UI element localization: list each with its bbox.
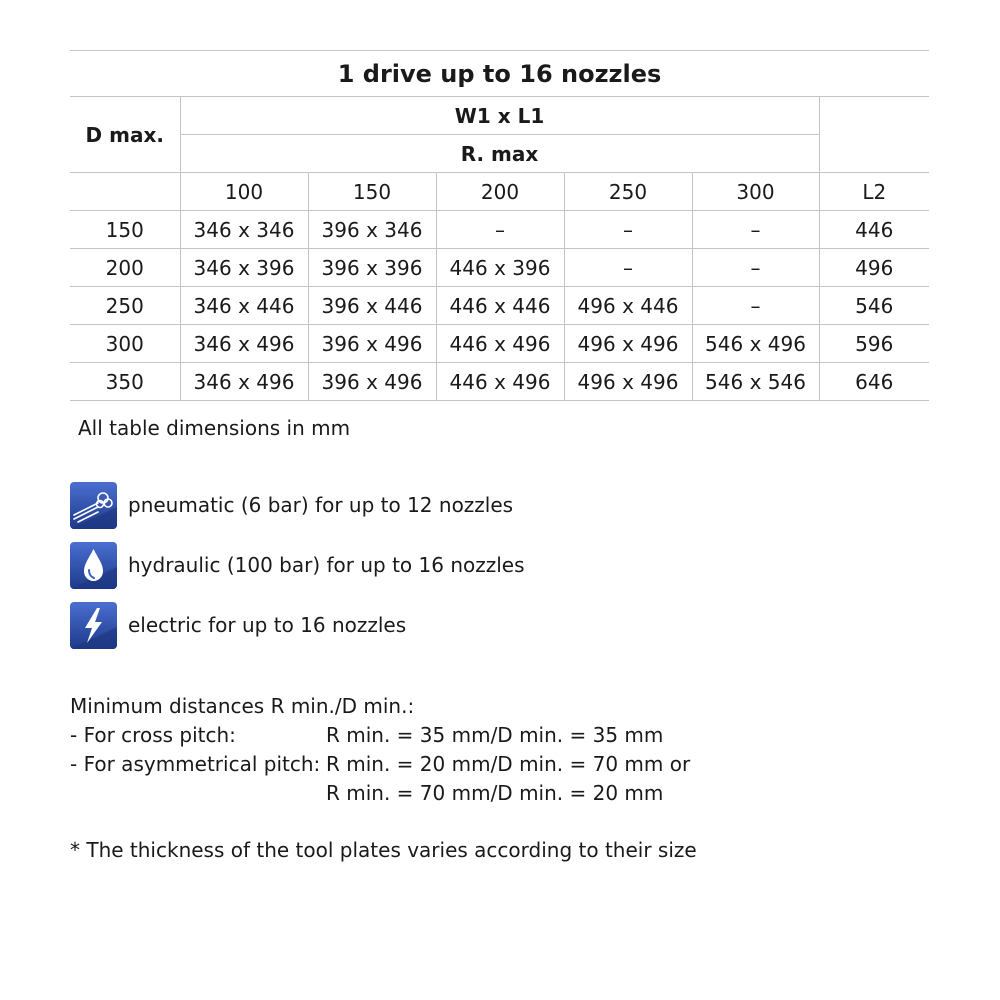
distance-row (70, 721, 690, 750)
size-cell: – (564, 211, 692, 249)
distance-value: R min. = 35 mm/D min. = 35 mm (326, 723, 664, 747)
size-cell: 496 x 496 (564, 363, 692, 401)
footnote: * The thickness of the tool plates varies according to their size (70, 838, 697, 862)
distance-value: R min. = 70 mm/D min. = 20 mm (326, 781, 664, 805)
l2-cell: 546 (819, 287, 929, 325)
legend-label: hydraulic (100 bar) for up to 16 nozzles (128, 553, 525, 577)
pneumatic-icon (70, 482, 117, 529)
legend-label: electric for up to 16 nozzles (128, 613, 407, 637)
dmax-cell: 250 (70, 287, 180, 325)
l2-cell: 596 (819, 325, 929, 363)
size-cell: 396 x 496 (308, 325, 436, 363)
size-cell: 346 x 346 (180, 211, 308, 249)
size-cell: 396 x 396 (308, 249, 436, 287)
nozzle-spec-table (70, 50, 929, 401)
table-row (70, 363, 929, 401)
l2-header: L2 (819, 173, 929, 211)
size-cell: 446 x 446 (436, 287, 564, 325)
legend-item-hydraulic (70, 542, 525, 588)
size-cell: 346 x 496 (180, 325, 308, 363)
size-cell: 346 x 396 (180, 249, 308, 287)
size-cell: 396 x 446 (308, 287, 436, 325)
table-title: 1 drive up to 16 nozzles (70, 51, 929, 97)
table-units-note: All table dimensions in mm (78, 416, 351, 440)
minimum-distances (70, 692, 690, 808)
size-cell: 396 x 496 (308, 363, 436, 401)
size-cell: – (692, 249, 819, 287)
size-cell: 496 x 496 (564, 325, 692, 363)
size-cell: 446 x 496 (436, 325, 564, 363)
distance-label (70, 779, 326, 808)
electric-bolt-icon (70, 602, 117, 649)
w1l1-header: W1 x L1 (180, 97, 819, 135)
size-cell: 546 x 496 (692, 325, 819, 363)
l2-header-blank (819, 97, 929, 173)
size-cell: 446 x 496 (436, 363, 564, 401)
l2-cell: 496 (819, 249, 929, 287)
size-cell: 546 x 546 (692, 363, 819, 401)
distance-label: - For cross pitch: (70, 723, 236, 747)
size-cell: 346 x 496 (180, 363, 308, 401)
rmax-value-cell: 150 (308, 173, 436, 211)
size-cell: – (436, 211, 564, 249)
distance-value: R min. = 20 mm/D min. = 70 mm or (326, 752, 691, 776)
size-cell: 446 x 396 (436, 249, 564, 287)
size-cell: – (692, 211, 819, 249)
dmax-cell: 150 (70, 211, 180, 249)
legend-item-electric (70, 602, 406, 648)
distances-heading: Minimum distances R min./D min.: (70, 694, 415, 718)
size-cell: 396 x 346 (308, 211, 436, 249)
rmax-value-cell: 300 (692, 173, 819, 211)
table-row (70, 211, 929, 249)
hydraulic-drop-icon (70, 542, 117, 589)
size-cell: 346 x 446 (180, 287, 308, 325)
blank-corner-cell (70, 173, 180, 211)
distance-row (70, 779, 690, 808)
l2-cell: 446 (819, 211, 929, 249)
l2-cell: 646 (819, 363, 929, 401)
dmax-cell: 200 (70, 249, 180, 287)
legend-label: pneumatic (6 bar) for up to 12 nozzles (128, 493, 514, 517)
size-cell: – (692, 287, 819, 325)
rmax-value-cell: 100 (180, 173, 308, 211)
legend-item-pneumatic (70, 482, 513, 528)
rmax-value-cell: 200 (436, 173, 564, 211)
size-cell: – (564, 249, 692, 287)
dmax-cell: 300 (70, 325, 180, 363)
rmax-value-cell: 250 (564, 173, 692, 211)
rmax-header: R. max (180, 135, 819, 173)
distance-label: - For asymmetrical pitch: (70, 752, 321, 776)
size-cell: 496 x 446 (564, 287, 692, 325)
distance-row (70, 750, 690, 779)
table-row (70, 287, 929, 325)
table-row (70, 249, 929, 287)
dmax-header: D max. (70, 97, 180, 173)
table-row (70, 325, 929, 363)
dmax-cell: 350 (70, 363, 180, 401)
